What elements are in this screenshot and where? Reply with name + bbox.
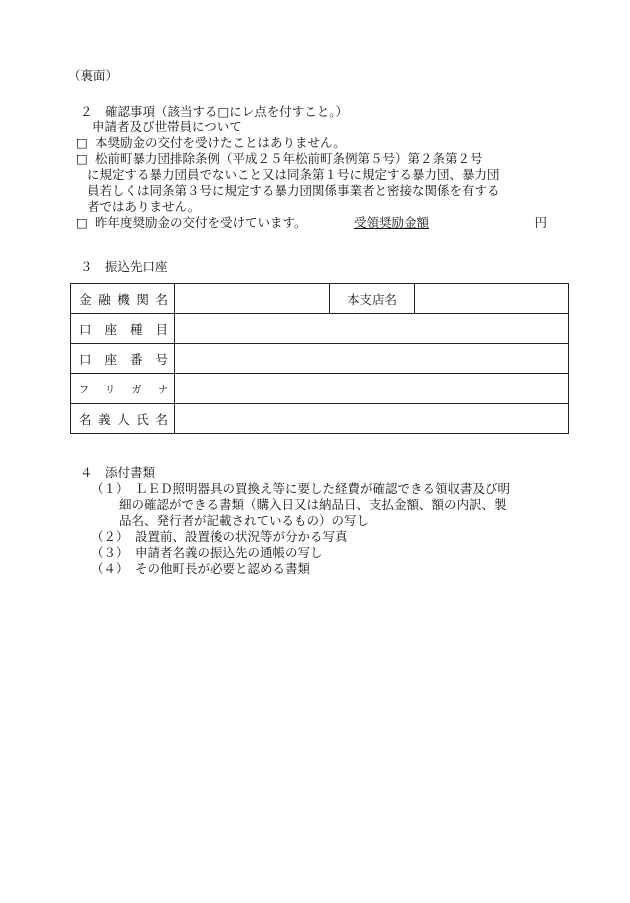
checkbox-3[interactable]: □ xyxy=(76,215,88,230)
attachment-4-line-1: その他町長が必要と認める書類 xyxy=(135,561,311,576)
amount-label: 受領奨励金額 xyxy=(354,215,430,230)
bank-account-table xyxy=(70,283,569,434)
attachment-num-3: （３） xyxy=(91,545,129,560)
attachment-3-line-1: 申請者名義の振込先の通帳の写し xyxy=(135,545,323,560)
attachment-num-4: （４） xyxy=(91,561,129,576)
furigana-field[interactable] xyxy=(175,374,569,404)
check-item-2-line-3: 員若しくは同条第３号に規定する暴力団関係事業者と密接な関係を有する xyxy=(87,183,500,198)
bank-name-field[interactable] xyxy=(175,284,330,314)
check-item-3-line-1: 昨年度奨励金の交付を受けています。 xyxy=(95,215,307,230)
checkbox-1[interactable]: □ xyxy=(76,135,88,150)
check-item-2-line-1: 松前町暴力団排除条例（平成２５年松前町条例第５号）第２条第２号 xyxy=(95,151,483,166)
table-row xyxy=(71,284,569,314)
label-furigana: フリガナ xyxy=(71,374,175,404)
label-bank-name: 金融機関名 xyxy=(71,284,175,314)
check-item-1-line-1: 本奨励金の交付を受けたことはありません。 xyxy=(95,135,346,150)
amount-field[interactable] xyxy=(354,215,547,231)
section2-title: ２ 確認事項（該当する□にレ点を付すこと。） xyxy=(80,104,349,119)
attachment-num-2: （２） xyxy=(91,529,129,544)
label-account-type: 口座種目 xyxy=(71,314,175,344)
account-holder-field[interactable] xyxy=(175,404,569,434)
attachment-1-line-3: 品名、発行者が記載されているもの）の写し xyxy=(119,513,370,528)
branch-name-field[interactable] xyxy=(415,284,569,314)
section2-subtitle: 申請者及び世帯員について xyxy=(92,119,242,134)
account-number-field[interactable] xyxy=(175,344,569,374)
attachment-1-line-1: ＬＥＤ照明器具の買換え等に要した経費が確認できる領収書及び明 xyxy=(135,481,511,496)
table-row xyxy=(71,314,569,344)
attachment-1-line-2: 細の確認ができる書類（購入日又は納品日、支払金額、額の内訳、製 xyxy=(119,497,507,512)
label-branch-name: 本支店名 xyxy=(330,284,415,314)
label-account-holder: 名義人氏名 xyxy=(71,404,175,434)
amount-unit: 円 xyxy=(534,215,547,230)
side-label: （裏面） xyxy=(68,68,119,83)
label-account-number: 口座番号 xyxy=(71,344,175,374)
check-item-2-line-2: に規定する暴力団員でないこと又は同条第１号に規定する暴力団、暴力団 xyxy=(87,167,500,182)
section4-title: ４ 添付書類 xyxy=(80,465,156,480)
table-row xyxy=(71,404,569,434)
attachment-2-line-1: 設置前、設置後の状況等が分かる写真 xyxy=(135,529,348,544)
account-type-field[interactable] xyxy=(175,314,569,344)
checkbox-2[interactable]: □ xyxy=(76,151,88,166)
table-row xyxy=(71,374,569,404)
table-row xyxy=(71,344,569,374)
check-item-2-line-4: 者ではありません。 xyxy=(87,199,201,214)
attachment-num-1: （１） xyxy=(91,481,129,496)
section3-title: ３ 振込先口座 xyxy=(80,259,168,274)
